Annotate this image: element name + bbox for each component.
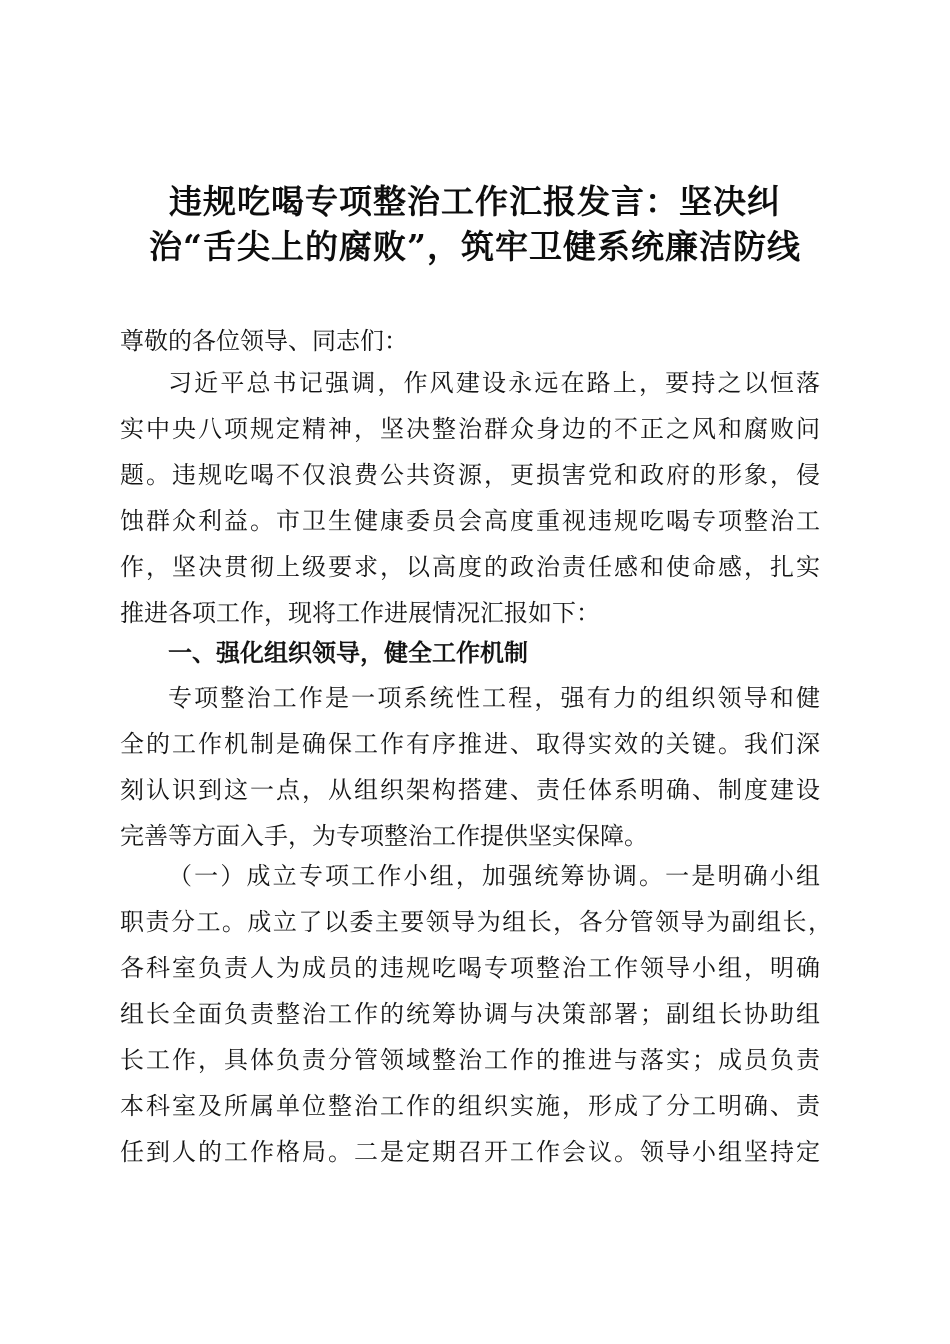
body-line: 任到人的工作格局。二是定期召开工作会议。领导小组坚持定 <box>120 1138 820 1166</box>
body-line: 实中央八项规定精神，坚决整治群众身边的不正之风和腐败问 <box>120 415 820 443</box>
body-line: 蚀群众利益。市卫生健康委员会高度重视违规吃喝专项整治工 <box>120 507 820 535</box>
body-line: 职责分工。成立了以委主要领导为组长，各分管领导为副组长， <box>120 908 832 936</box>
body-line: 各科室负责人为成员的违规吃喝专项整治工作领导小组，明确 <box>120 954 820 982</box>
body-line: 刻认识到这一点，从组织架构搭建、责任体系明确、制度建设 <box>120 776 820 804</box>
salutation: 尊敬的各位领导、同志们： <box>120 327 408 355</box>
section-heading: 一、强化组织领导，健全工作机制 <box>168 639 528 667</box>
body-line: 组长全面负责整治工作的统筹协调与决策部署；副组长协助组 <box>120 1000 820 1028</box>
body-line: 长工作，具体负责分管领域整治工作的推进与落实；成员负责 <box>120 1046 820 1074</box>
body-line: 作，坚决贯彻上级要求，以高度的政治责任感和使命感，扎实 <box>120 553 820 581</box>
subsection-line: （一）成立专项工作小组，加强统筹协调。一是明确小组 <box>168 862 820 890</box>
document-title-line-1: 违规吃喝专项整治工作汇报发言：坚决纠 <box>169 182 781 221</box>
body-line: 全的工作机制是确保工作有序推进、取得实效的关键。我们深 <box>120 730 820 758</box>
body-line: 推进各项工作，现将工作进展情况汇报如下： <box>120 599 600 627</box>
document-title-line-2: 治“舌尖上的腐败”，筑牢卫健系统廉洁防线 <box>149 227 801 266</box>
body-line: 题。违规吃喝不仅浪费公共资源，更损害党和政府的形象，侵 <box>120 461 820 489</box>
body-line: 本科室及所属单位整治工作的组织实施，形成了分工明确、责 <box>120 1092 820 1120</box>
body-line: 习近平总书记强调，作风建设永远在路上，要持之以恒落 <box>168 369 820 397</box>
body-line: 专项整治工作是一项系统性工程，强有力的组织领导和健 <box>168 684 820 712</box>
body-line: 完善等方面入手，为专项整治工作提供坚实保障。 <box>120 822 648 850</box>
